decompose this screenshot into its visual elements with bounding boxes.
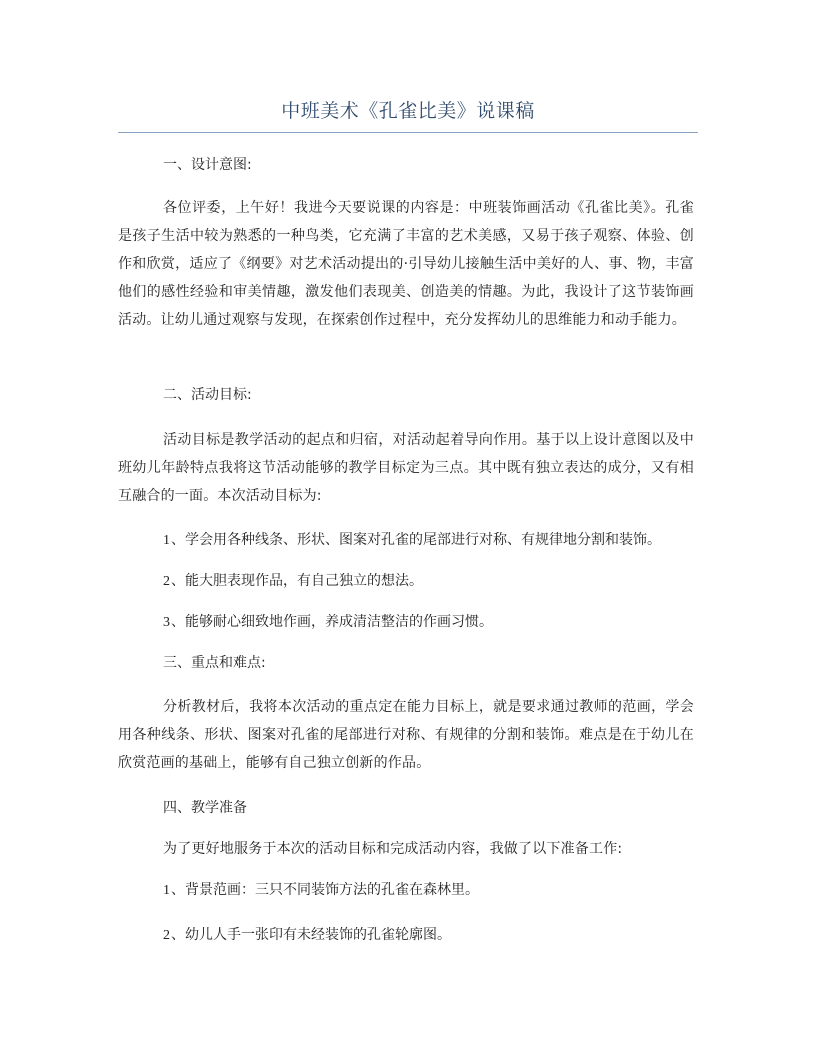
list-item-text: 学会用各种线条、形状、图案对孔雀的尾部进行对称、有规律地分割和装饰。 (185, 532, 661, 548)
document-title: 中班美术《孔雀比美》说课稿 (281, 100, 535, 122)
list-item-number: 1 (163, 533, 170, 548)
paragraph-activity-goals: 活动目标是教学活动的起点和归宿，对活动起着导向作用。基于以上设计意图以及中班幼儿年龄特点我将这节活动能够的教学目标定为三点。其中既有独立表达的成分，又有相互融合的一面。本次活动目标为: (118, 432, 694, 504)
section-heading-teaching-prep: 四、教学准备 (163, 800, 247, 816)
list-item-number: 2 (163, 574, 170, 589)
paragraph-design-intent: 各位评委，上午好！我进今天要说课的内容是：中班装饰画活动《孔雀比美》。孔雀是孩子生活中较为熟悉的一种鸟类，它充满了丰富的艺术美感，又易于孩子观察、体验、创作和欣赏，适应了《纲要》对艺术活动提出的·引导幼儿接触生活中美好的人、事、物，丰富他们的感性经验和审美情趣，激发他们表现美、创造美的情趣。为此，我设计了这节装饰画活动。让幼儿通过观察与发现，在探索创作过程中，充分发挥幼儿的思维能力和动手能力。 (118, 200, 694, 328)
list-item-text: 幼儿人手一张印有未经装饰的孔雀轮廓图。 (185, 927, 451, 943)
section-heading-activity-goals: 二、活动目标: (163, 387, 252, 403)
goal-list-item (163, 612, 493, 633)
list-item-number: 3 (163, 615, 170, 630)
prep-list-item (163, 880, 479, 901)
title-underline-divider (118, 132, 698, 133)
paragraph-key-points: 分析教材后，我将本次活动的重点定在能力目标上，就是要求通过教师的范画，学会用各种线条、形状、图案对孔雀的尾部进行对称、有规律的分割和装饰。难点是在于幼儿在欣赏范画的基础上，能够有自己独立创新的作品。 (118, 699, 694, 771)
list-item-separator: 、 (171, 927, 185, 943)
section-heading-key-points: 三、重点和难点: (163, 655, 266, 671)
list-item-number: 2 (163, 928, 170, 943)
list-item-separator: 、 (171, 573, 185, 589)
prep-list-item (163, 925, 451, 946)
list-item-text: 能大胆表现作品，有自己独立的想法。 (185, 573, 423, 589)
list-item-separator: 、 (171, 882, 185, 898)
goal-list-item (163, 530, 661, 551)
goal-list-item (163, 571, 423, 592)
list-item-text: 能够耐心细致地作画，养成清洁整洁的作画习惯。 (185, 614, 493, 630)
paragraph-teaching-prep-intro: 为了更好地服务于本次的活动目标和完成活动内容，我做了以下准备工作: (163, 841, 623, 857)
section-heading-design-intent: 一、设计意图: (163, 157, 252, 173)
list-item-number: 1 (163, 883, 170, 898)
list-item-separator: 、 (171, 614, 185, 630)
list-item-separator: 、 (171, 532, 185, 548)
list-item-text: 背景范画：三只不同装饰方法的孔雀在森林里。 (185, 882, 479, 898)
